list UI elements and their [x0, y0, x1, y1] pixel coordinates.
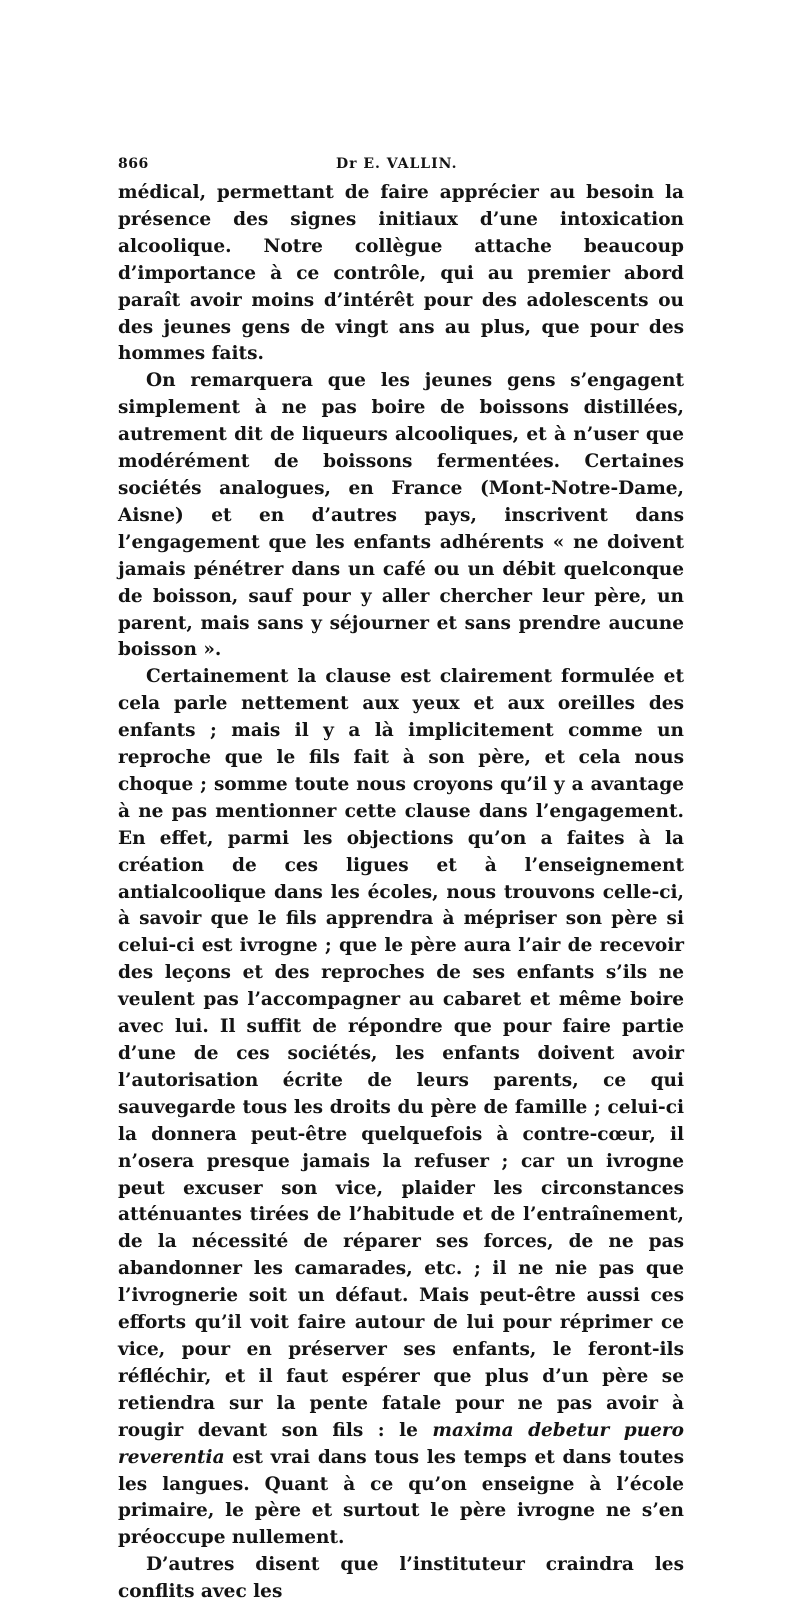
- paragraph-continued: médical, permettant de faire apprécier au besoin la présence des signes initiaux d’une intoxication alcoolique. Notre collègue attache beaucoup d’importance à ce contrôle, qui au premier abord paraît avoir moins d’intérêt pour des adolescents ou des jeunes gens de vingt ans au plus, que pour des hommes faits.: [118, 182, 684, 365]
- page-number: 866: [118, 156, 149, 172]
- running-header: [118, 150, 684, 180]
- latin-quotation: maxima debetur puero reverentia: [118, 1419, 684, 1468]
- document-page: [118, 150, 684, 1606]
- paragraph: [118, 664, 684, 1552]
- paragraph: D’autres disent que l’instituteur craindra les conflits avec les: [118, 1554, 684, 1603]
- paragraph: On remarquera que les jeunes gens s’engagent simplement à ne pas boire de boissons distillées, autrement dit de liqueurs alcooliques, et à n’user que modérément de boissons fermentées. Certaines sociétés analogues, en France (Mont-Notre-Dame, Aisne) et en d’autres pays, inscrivent dans l’engagement que les enfants adhérents « ne doivent jamais pénétrer dans un café ou un débit quelconque de boisson, sauf pour y aller chercher leur père, un parent, mais sans y séjourner et sans prendre aucune boisson ».: [118, 370, 684, 661]
- running-title: Dr E. VALLIN.: [336, 156, 458, 172]
- paragraph-text: Certainement la clause est clairement formulée et cela parle nettement aux yeux et aux oreilles des enfants ; mais il y a là implicitement comme un reproche que le fils fait à son père, et cela nous choque ; somme toute nous croyons qu’il y a avantage à ne pas mentionner cette clause dans l’engagement. En effet, parmi les objections qu’on a faites à la création de ces ligues et à l’enseignement antialcoolique dans les écoles, nous trouvons celle-ci, à savoir que le fils apprendra à mépriser son père si celui-ci est ivrogne ; que le père aura l’air de recevoir des leçons et des reproches de ses enfants s’ils ne veulent pas l’accompagner au cabaret et même boire avec lui. Il suffit de répondre que pour faire partie d’une de ces sociétés, les enfants doivent avoir l’autorisation écrite de leurs parents, ce qui sauvegarde tous les droits du père de famille ; celui-ci la donnera peut-être quelquefois à contre-cœur, il n’osera presque jamais la refuser ; car un ivrogne peut excuser son vice, plaider les circonstances atténuantes tirées de l’habitude et de l’entraînement, de la nécessité de réparer ses forces, de ne pas abandonner les camarades, etc. ; il ne nie pas que l’ivrognerie soit un défaut. Mais peut-être aussi ces efforts qu’il voit faire autour de lui pour réprimer ce vice, pour en préserver ses enfants, le feront-ils réfléchir, et il faut espérer que plus d’un père se retiendra sur la pente fatale pour ne pas avoir à rougir devant son fils : le: [118, 666, 684, 1441]
- body-text: [118, 180, 684, 1606]
- paragraph-text: est vrai dans tous les temps et dans toutes les langues. Quant à ce qu’on enseigne à l’école primaire, le père et surtout le père ivrogne ne s’en préoccupe nullement.: [118, 1446, 684, 1549]
